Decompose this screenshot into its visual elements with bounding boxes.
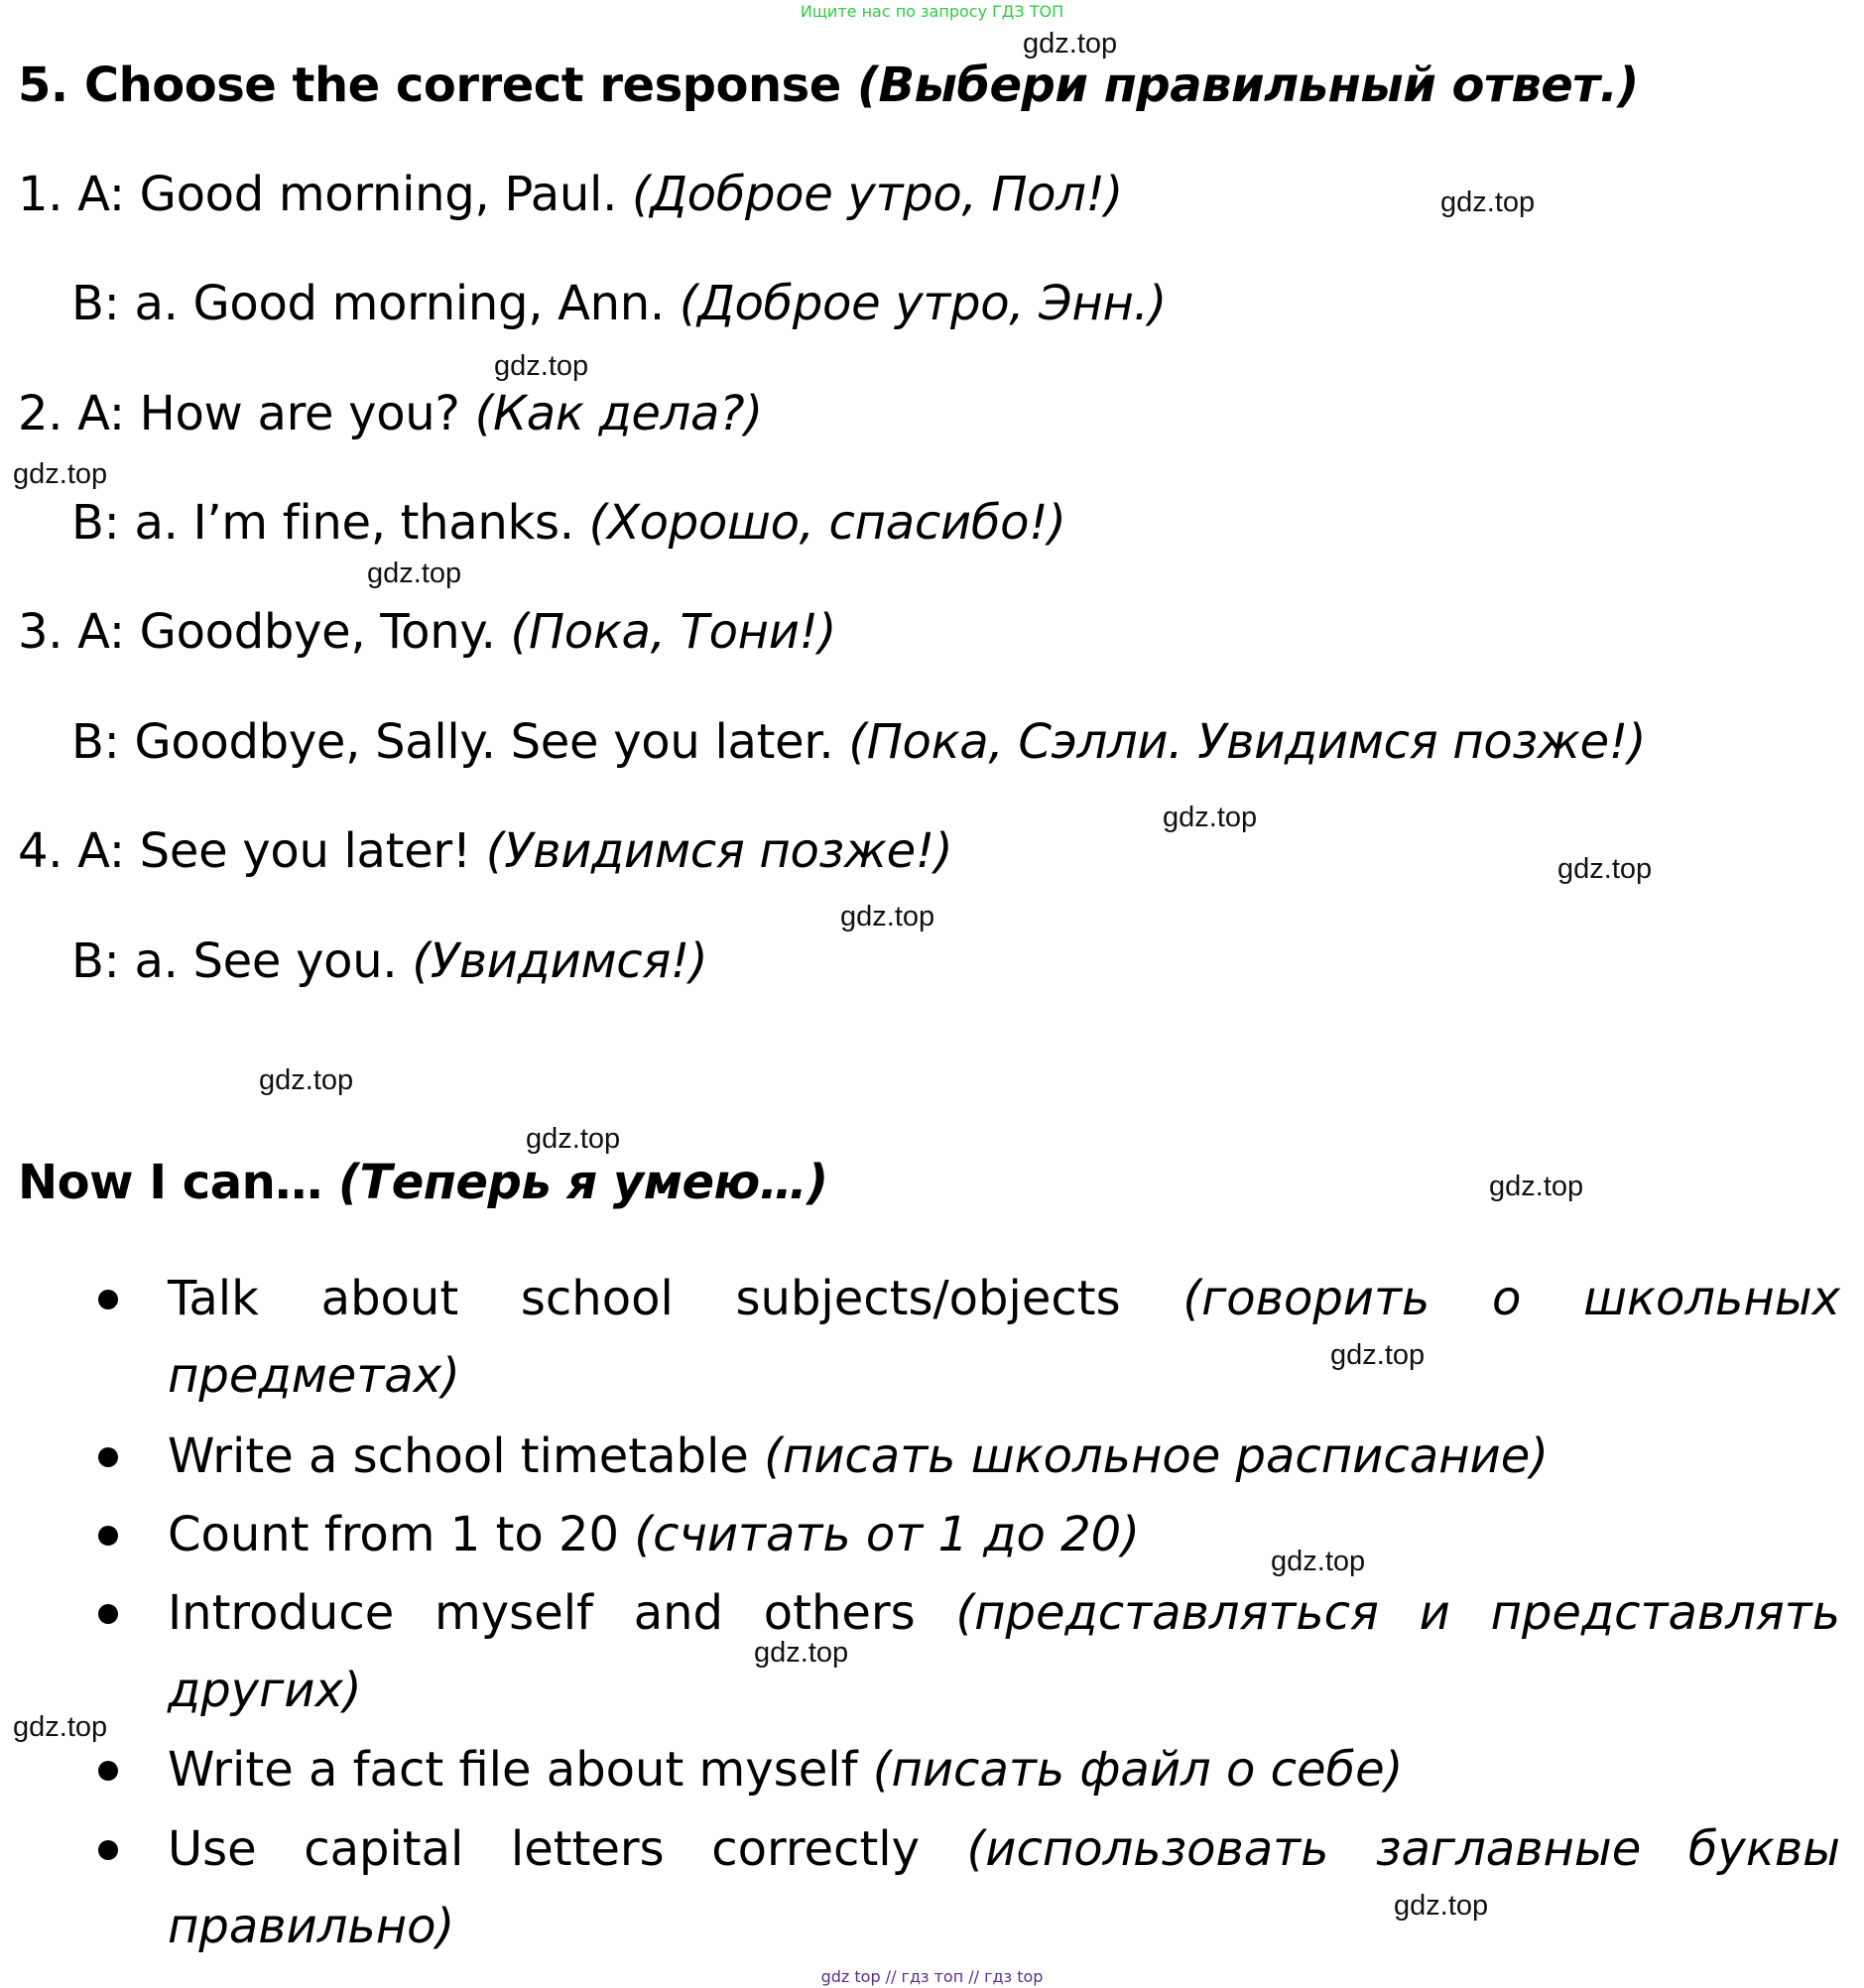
line-en: B: a. I’m fine, thanks.	[71, 495, 574, 551]
watermark: gdz.top	[13, 1711, 108, 1743]
dialogue-line	[71, 714, 1646, 770]
line-en: B: a. Good morning, Ann.	[71, 276, 665, 331]
dialogue-line	[71, 276, 1167, 331]
line-ru: (Доброе утро, Энн.)	[679, 276, 1167, 331]
watermark: gdz.top	[526, 1123, 621, 1155]
watermark: gdz.top	[1394, 1890, 1489, 1922]
bullet-dot	[98, 1840, 118, 1860]
watermark: gdz.top	[840, 901, 935, 932]
line-en: 3. A: Goodbye, Tony.	[18, 604, 496, 660]
line-ru: (Как дела?)	[474, 386, 763, 441]
list-item	[168, 1731, 1840, 1808]
dialogue-line	[18, 167, 1123, 222]
item-ru: (писать файл о себе)	[872, 1742, 1404, 1798]
watermark: gdz.top	[367, 558, 462, 589]
line-ru: (Хорошо, спасибо!)	[588, 495, 1066, 551]
watermark: gdz.top	[1023, 28, 1118, 60]
exercise-title-ru: (Выбери правильный ответ.)	[857, 58, 1639, 113]
bullet-dot	[98, 1447, 118, 1467]
footer-link-text: gdz top // гдз топ // гдз top	[820, 1967, 1044, 1986]
watermark: gdz.top	[1271, 1546, 1366, 1577]
item-ru: (считать от 1 до 20)	[634, 1507, 1140, 1562]
exercise-title-en: 5. Choose the correct response	[18, 58, 841, 113]
item-en: Count from 1 to 20	[168, 1507, 620, 1562]
watermark: gdz.top	[494, 350, 589, 382]
dialogue-line	[18, 386, 763, 441]
line-en: 2. A: How are you?	[18, 386, 460, 441]
dialogue-line	[71, 495, 1066, 551]
now-i-can-title-en: Now I can…	[18, 1155, 322, 1210]
line-en: B: a. See you.	[71, 933, 398, 989]
line-ru: (Увидимся!)	[412, 933, 708, 989]
bullet-dot	[98, 1604, 118, 1624]
item-en: Write a fact file about myself	[168, 1742, 858, 1798]
line-ru: (Увидимся позже!)	[485, 823, 953, 879]
watermark: gdz.top	[1163, 802, 1258, 833]
item-ru: (говорить о школьных предметах)	[168, 1271, 1841, 1404]
watermark: gdz.top	[13, 458, 108, 490]
item-en: Talk about school subjects/objects	[168, 1271, 1121, 1326]
item-ru: (использовать заглавные буквы правильно)	[168, 1821, 1841, 1954]
bullet-dot	[98, 1526, 118, 1546]
watermark: gdz.top	[259, 1064, 354, 1096]
bullet-dot	[98, 1761, 118, 1781]
now-i-can-title	[18, 1155, 828, 1210]
watermark: gdz.top	[1489, 1171, 1584, 1202]
dialogue-line	[71, 933, 707, 989]
list-item	[168, 1260, 1840, 1415]
line-ru: (Пока, Сэлли. Увидимся позже!)	[848, 714, 1647, 770]
line-en: B: Goodbye, Sally. See you later.	[71, 714, 834, 770]
watermark: gdz.top	[1440, 186, 1536, 218]
watermark: gdz.top	[1557, 853, 1653, 885]
line-ru: (Доброе утро, Пол!)	[632, 167, 1123, 222]
dialogue-line	[18, 823, 952, 879]
item-en: Introduce myself and others	[168, 1585, 916, 1641]
item-en: Use capital letters correctly	[168, 1821, 921, 1877]
dialogue-line	[18, 604, 836, 660]
watermark: gdz.top	[754, 1637, 849, 1669]
list-item	[168, 1418, 1840, 1495]
bullet-dot	[98, 1290, 118, 1309]
watermark: gdz.top	[1330, 1339, 1426, 1371]
now-i-can-title-ru: (Теперь я умею…)	[338, 1155, 828, 1210]
list-item	[168, 1810, 1840, 1965]
search-banner: Ищите нас по запросу ГДЗ ТОП	[800, 2, 1064, 21]
line-en: 1. A: Good morning, Paul.	[18, 167, 618, 222]
item-ru: (представляться и представлять других)	[168, 1585, 1841, 1718]
list-item	[168, 1574, 1840, 1729]
item-ru: (писать школьное расписание)	[764, 1429, 1549, 1484]
list-item	[168, 1496, 1840, 1573]
item-en: Write a school timetable	[168, 1429, 749, 1484]
line-ru: (Пока, Тони!)	[510, 604, 836, 660]
line-en: 4. A: See you later!	[18, 823, 471, 879]
exercise-title	[18, 58, 1639, 113]
